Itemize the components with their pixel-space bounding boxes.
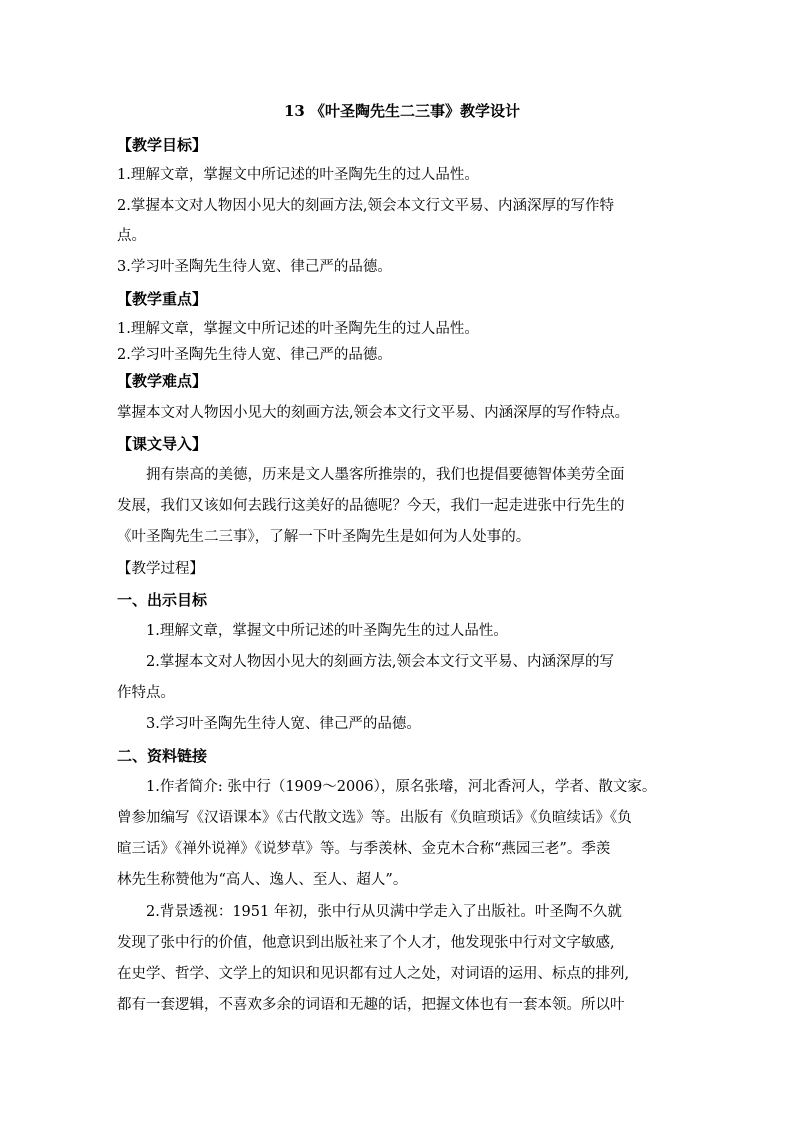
key-point-1: 1.理解文章，掌握文中所记述的叶圣陶先生的过人品性。: [117, 321, 479, 337]
heading-part1-show-goals: 一、出示目标: [117, 591, 208, 609]
part2-line-4: 林先生称赞他为“高人、逸人、至人、超人”。: [117, 872, 408, 888]
heading-key-points: 【教学重点】: [117, 290, 208, 308]
part1-line-2-continued: 作特点。: [117, 685, 175, 701]
part1-line-3: 3.学习叶圣陶先生待人宽、律己严的品德。: [146, 716, 421, 732]
part1-line-1: 1.理解文章，掌握文中所记述的叶圣陶先生的过人品性。: [146, 623, 508, 639]
goal-item-3: 3.学习叶圣陶先生待人宽、律己严的品德。: [117, 259, 392, 275]
heading-teaching-process: 【教学过程】: [117, 561, 204, 577]
intro-line-2: 发展，我们又该如何去践行这美好的品德呢？今天，我们一起走进张中行先生的: [117, 498, 625, 514]
intro-line-3: 《叶圣陶先生二三事》，了解一下叶圣陶先生是如何为人处事的。: [117, 529, 531, 545]
part1-line-2: 2.掌握本文对人物因小见大的刻画方法,领会本文行文平易、内涵深厚的写: [146, 654, 614, 670]
goal-item-2-continued: 点。: [117, 228, 146, 244]
heading-teaching-goals: 【教学目标】: [117, 136, 208, 154]
key-point-2: 2.学习叶圣陶先生待人宽、律己严的品德。: [117, 347, 392, 363]
part2-line-7: 在史学、哲学、文学上的知识和见识都有过人之处，对词语的运用、标点的排列,: [117, 966, 630, 982]
part2-line-1: 1.作者简介: 张中行（1909～2006），原名张璿，河北香河人，学者、散文家。: [146, 779, 657, 795]
part2-line-8: 都有一套逻辑，不喜欢多余的词语和无趣的话，把握文体也有一套本领。所以叶: [117, 997, 625, 1013]
part2-line-5: 2.背景透视：1951 年初，张中行从贝满中学走入了出版社。叶圣陶不久就: [146, 904, 622, 920]
goal-item-1: 1.理解文章，掌握文中所记述的叶圣陶先生的过人品性。: [117, 167, 479, 183]
heading-difficulty: 【教学难点】: [117, 372, 208, 390]
part2-line-3: 暄三话》《禅外说禅》《说梦草》等。与季羡林、金克木合称“燕园三老”。季羡: [117, 841, 611, 857]
part2-line-2: 曾参加编写《汉语课本》《古代散文选》等。出版有《负暄琐话》《负暄续话》《负: [117, 810, 632, 826]
document-page: [117, 0, 687, 1123]
part2-line-6: 发现了张中行的价值，他意识到出版社来了个人才，他发现张中行对文字敏感,: [117, 935, 615, 951]
heading-lesson-intro: 【课文导入】: [117, 435, 208, 453]
document-title: 13 《叶圣陶先生二三事》教学设计: [283, 102, 521, 120]
heading-part2-materials: 二、资料链接: [117, 747, 208, 765]
goal-item-2: 2.掌握本文对人物因小见大的刻画方法,领会本文行文平易、内涵深厚的写作特: [117, 198, 614, 214]
difficulty-text: 掌握本文对人物因小见大的刻画方法,领会本文行文平易、内涵深厚的写作特点。: [117, 405, 630, 421]
intro-line-1: 拥有崇高的美德，历来是文人墨客所推崇的，我们也提倡要德智体美劳全面: [146, 467, 625, 483]
